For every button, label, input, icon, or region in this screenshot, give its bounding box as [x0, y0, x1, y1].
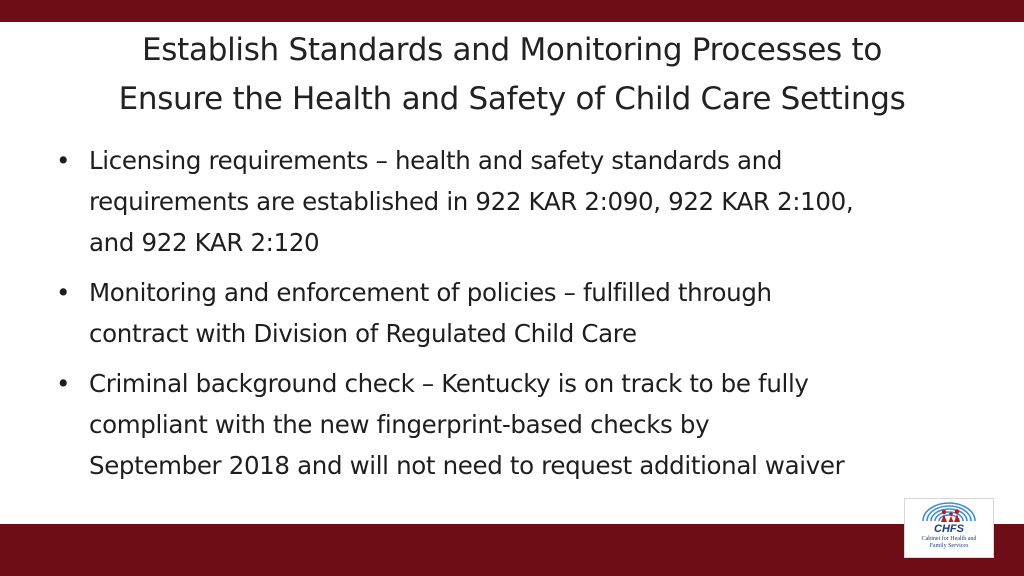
slide-title-line-2: Ensure the Health and Safety of Child Care Settings — [118, 81, 906, 117]
bullet-dot: • — [56, 146, 71, 175]
bullet-text-line: requirements are established in 922 KAR 2:090, 922 KAR 2:100, — [89, 187, 854, 216]
bullet-dot: • — [56, 369, 71, 398]
slide-title — [40, 26, 984, 124]
bullet-list — [56, 140, 986, 495]
bullet-text-line: Licensing requirements – health and safety standards and — [89, 146, 783, 175]
logo-tagline — [907, 536, 991, 550]
logo-tagline-line-2: Family Services — [929, 543, 969, 549]
bullet-text-line: Criminal background check – Kentucky is on track to be fully — [89, 369, 809, 398]
bullet-text-line: compliant with the new fingerprint-based checks by — [89, 410, 710, 439]
bottom-banner-bar — [0, 524, 1024, 576]
bullet-item-licensing — [56, 140, 986, 263]
bullet-dot: • — [56, 278, 71, 307]
bullet-text-line: and 922 KAR 2:120 — [89, 228, 320, 257]
logo-tagline-line-1: Cabinet for Health and — [921, 536, 977, 542]
logo-name: CHFS — [934, 523, 964, 535]
bullet-text-line: September 2018 and will not need to request additional waiver — [89, 451, 845, 480]
bullet-item-monitoring — [56, 272, 986, 354]
sunrise-family-icon — [905, 499, 993, 525]
bullet-item-background-check — [56, 363, 986, 486]
bullet-text-line: contract with Division of Regulated Child Care — [89, 319, 637, 348]
chfs-logo — [904, 498, 994, 558]
slide-title-line-1: Establish Standards and Monitoring Processes to — [142, 32, 882, 68]
bullet-text-line: Monitoring and enforcement of policies – fulfilled through — [89, 278, 772, 307]
top-banner-bar — [0, 0, 1024, 22]
